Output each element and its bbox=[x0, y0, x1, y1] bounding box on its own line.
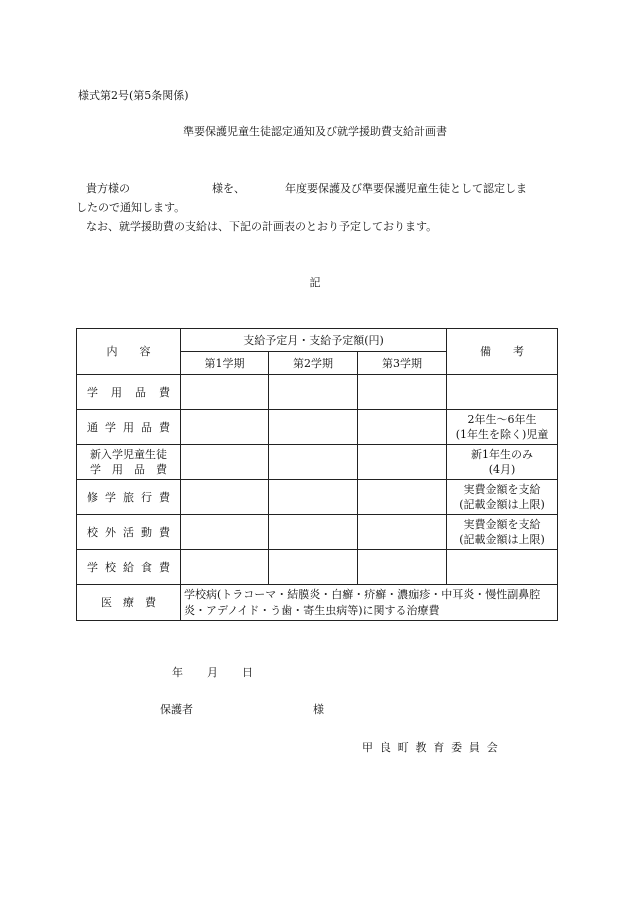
document-title: 準要保護児童生徒認定通知及び就学援助費支給計画書 bbox=[183, 125, 447, 138]
term2-cell bbox=[269, 515, 358, 550]
term2-cell bbox=[269, 550, 358, 585]
term1-cell bbox=[181, 375, 269, 410]
remarks-line: (記載金額は上限) bbox=[459, 533, 545, 546]
medical-description: 学校病(トラコーマ・結膜炎・白癬・疥癬・濃痂疹・中耳炎・慢性副鼻腔炎・アデノイド・う歯・寄生虫病等)に関する治療費 bbox=[181, 585, 558, 621]
item-new-student-supplies bbox=[77, 445, 181, 480]
term3-cell bbox=[358, 515, 447, 550]
header-payment: 支給予定月・支給予定額(円) bbox=[181, 329, 447, 352]
remarks-line: (1年生を除く)児童 bbox=[455, 428, 549, 441]
term3-cell bbox=[358, 375, 447, 410]
remarks-cell bbox=[447, 375, 558, 410]
support-plan-table bbox=[76, 328, 558, 621]
remarks-cell bbox=[447, 445, 558, 480]
guardian-sama: 様 bbox=[313, 703, 324, 716]
item-outdoor-activity: 校外活動費 bbox=[77, 515, 181, 550]
table-row-medical bbox=[77, 585, 558, 621]
body-text-addressee: 貴方様の bbox=[86, 182, 130, 195]
body-text-sama: 様を、 bbox=[212, 182, 245, 195]
term3-cell bbox=[358, 410, 447, 445]
table-row bbox=[77, 515, 558, 550]
body-paragraph-1 bbox=[86, 180, 527, 196]
term1-cell bbox=[181, 445, 269, 480]
item-school-lunch: 学校給食費 bbox=[77, 550, 181, 585]
term3-cell bbox=[358, 445, 447, 480]
table-header-row bbox=[77, 329, 558, 352]
ki-label: 記 bbox=[309, 276, 321, 289]
issuer-name: 甲良町教育委員会 bbox=[362, 741, 505, 754]
remarks-line: (記載金額は上限) bbox=[459, 498, 545, 511]
form-number: 様式第2号(第5条関係) bbox=[78, 89, 189, 102]
term3-cell bbox=[358, 480, 447, 515]
body-paragraph-2: なお、就学援助費の支給は、下記の計画表のとおり予定しております。 bbox=[86, 220, 438, 233]
item-medical: 医 療 費 bbox=[77, 585, 181, 621]
remarks-cell bbox=[447, 515, 558, 550]
date-line bbox=[172, 664, 253, 680]
remarks-cell bbox=[447, 480, 558, 515]
body-text-certification: 年度要保護及び準要保護児童生徒として認定しま bbox=[285, 182, 527, 195]
header-term-3: 第3学期 bbox=[358, 352, 447, 375]
term2-cell bbox=[269, 375, 358, 410]
item-line-2: 学用品費 bbox=[90, 463, 167, 476]
term2-cell bbox=[269, 445, 358, 480]
term1-cell bbox=[181, 410, 269, 445]
item-commuting-supplies: 通学用品費 bbox=[77, 410, 181, 445]
term3-cell bbox=[358, 550, 447, 585]
remarks-cell bbox=[447, 410, 558, 445]
table-row bbox=[77, 550, 558, 585]
header-term-2: 第2学期 bbox=[269, 352, 358, 375]
remarks-line: 実費金額を支給 bbox=[463, 483, 541, 496]
term2-cell bbox=[269, 480, 358, 515]
term1-cell bbox=[181, 550, 269, 585]
month-label: 月 bbox=[207, 666, 218, 679]
remarks-cell bbox=[447, 550, 558, 585]
header-content: 内 容 bbox=[77, 329, 181, 375]
remarks-line: (4月) bbox=[488, 463, 516, 476]
item-line-1: 新入学児童生徒 bbox=[90, 448, 167, 461]
header-term-1: 第1学期 bbox=[181, 352, 269, 375]
term1-cell bbox=[181, 515, 269, 550]
table-row bbox=[77, 445, 558, 480]
year-label: 年 bbox=[172, 666, 183, 679]
term2-cell bbox=[269, 410, 358, 445]
table-row bbox=[77, 410, 558, 445]
term1-cell bbox=[181, 480, 269, 515]
guardian-label: 保護者 bbox=[160, 703, 193, 716]
table-row bbox=[77, 480, 558, 515]
header-remarks: 備 考 bbox=[447, 329, 558, 375]
day-label: 日 bbox=[242, 666, 253, 679]
body-text-notification: したので通知します。 bbox=[76, 201, 186, 214]
remarks-line: 実費金額を支給 bbox=[463, 518, 541, 531]
table-row bbox=[77, 375, 558, 410]
remarks-line: 新1年生のみ bbox=[471, 448, 534, 461]
remarks-line: 2年生～6年生 bbox=[467, 413, 537, 426]
item-school-supplies: 学用品費 bbox=[77, 375, 181, 410]
item-school-trip: 修学旅行費 bbox=[77, 480, 181, 515]
